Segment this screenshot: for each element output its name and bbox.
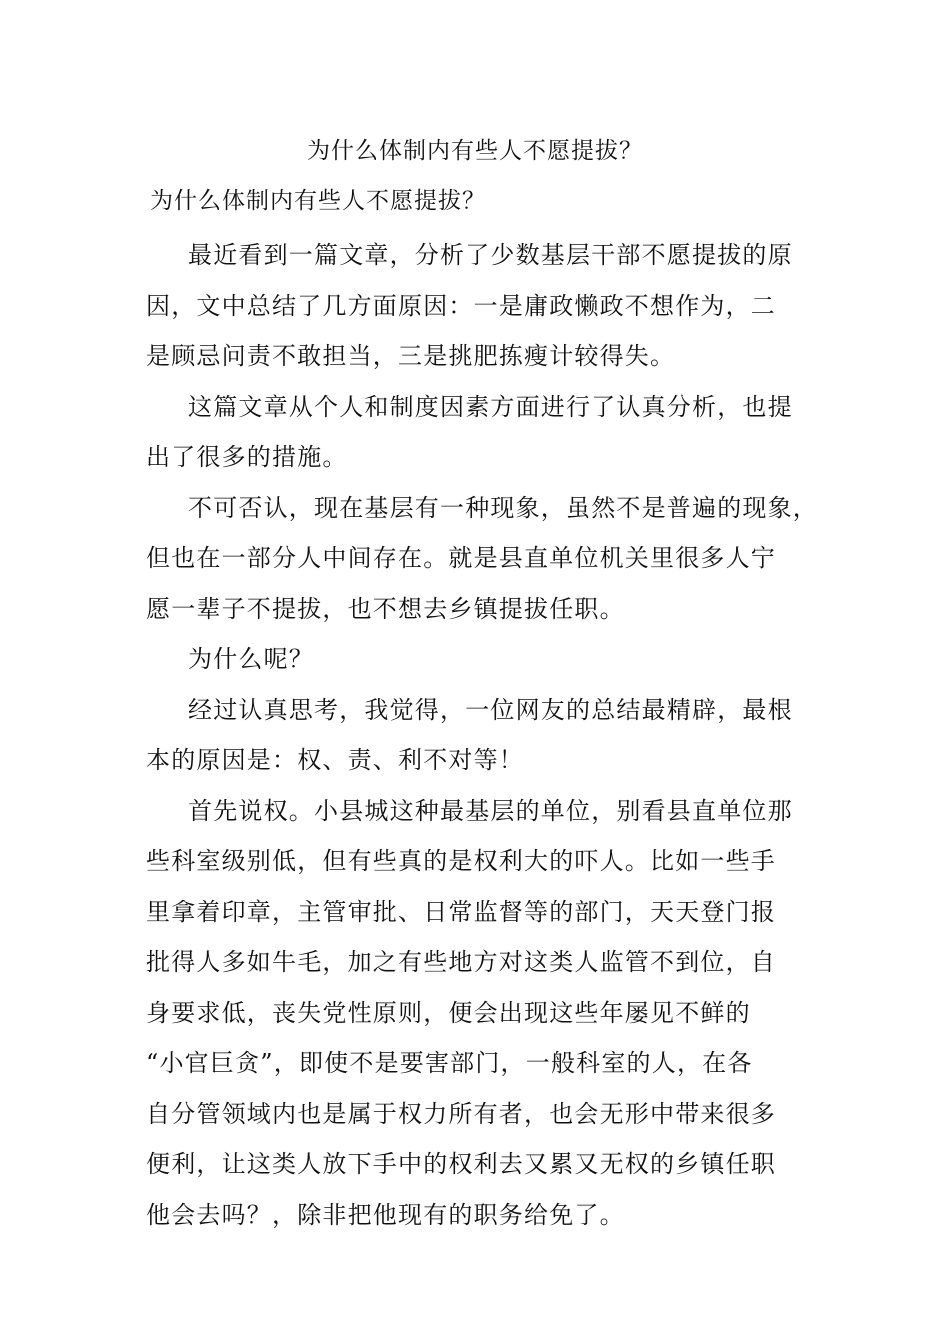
paragraph-2-line-2: 出了很多的措施。 xyxy=(146,443,348,471)
paragraph-3-line-3: 愿一辈子不提拔，也不想去乡镇提拔任职。 xyxy=(146,594,625,623)
paragraph-6-line-4: 批得人多如牛毛，加之有些地方对这类人监管不到位，自 xyxy=(146,948,776,976)
document-body xyxy=(146,230,826,1240)
document-title: 为什么体制内有些人不愿提拔？ xyxy=(307,138,643,164)
paragraph-2-line-1: 这篇文章从个人和制度因素方面进行了认真分析，也提 xyxy=(188,392,793,421)
paragraph-1-line-2: 因，文中总结了几方面原因：一是庸政懒政不想作为，二 xyxy=(146,291,776,320)
paragraph-5-line-1: 经过认真思考，我觉得，一位网友的总结最精辟，最根 xyxy=(188,695,793,724)
paragraph-1-line-1: 最近看到一篇文章，分析了少数基层干部不愿提拔的原 xyxy=(188,241,793,269)
paragraph-6-line-7: 自分管领域内也是属于权力所有者，也会无形中带来很多 xyxy=(146,1099,776,1128)
paragraph-5-line-2: 本的原因是：权、责、利不对等！ xyxy=(146,746,524,774)
paragraph-6-line-9: 他会去吗？，除非把他现有的职务给免了。 xyxy=(146,1200,625,1229)
paragraph-6-line-6: “小官巨贪”，即使不是要害部门，一般科室的人，在各 xyxy=(146,1049,753,1077)
paragraph-6-line-1: 首先说权。小县城这种最基层的单位，别看县直单位那 xyxy=(188,796,793,825)
paragraph-4-line-1: 为什么呢？ xyxy=(188,645,314,673)
paragraph-6-line-8: 便利，让这类人放下手中的权利去又累又无权的乡镇任职 xyxy=(146,1150,776,1178)
paragraph-1-line-3: 是顾忌问责不敢担当，三是挑肥拣瘦计较得失。 xyxy=(146,342,676,370)
paragraph-3-line-2: 但也在一部分人中间存在。就是县直单位机关里很多人宁 xyxy=(146,544,776,572)
document-subtitle: 为什么体制内有些人不愿提拔？ xyxy=(150,188,486,214)
paragraph-6-line-3: 里拿着印章，主管审批、日常监督等的部门，天天登门报 xyxy=(146,897,776,926)
paragraph-3-line-1: 不可否认，现在基层有一种现象，虽然不是普遍的现象， xyxy=(188,493,818,522)
paragraph-6-line-2: 些科室级别低，但有些真的是权利大的吓人。比如一些手 xyxy=(146,847,776,875)
paragraph-6-line-5: 身要求低，丧失党性原则，便会出现这些年屡见不鲜的 xyxy=(146,998,751,1027)
